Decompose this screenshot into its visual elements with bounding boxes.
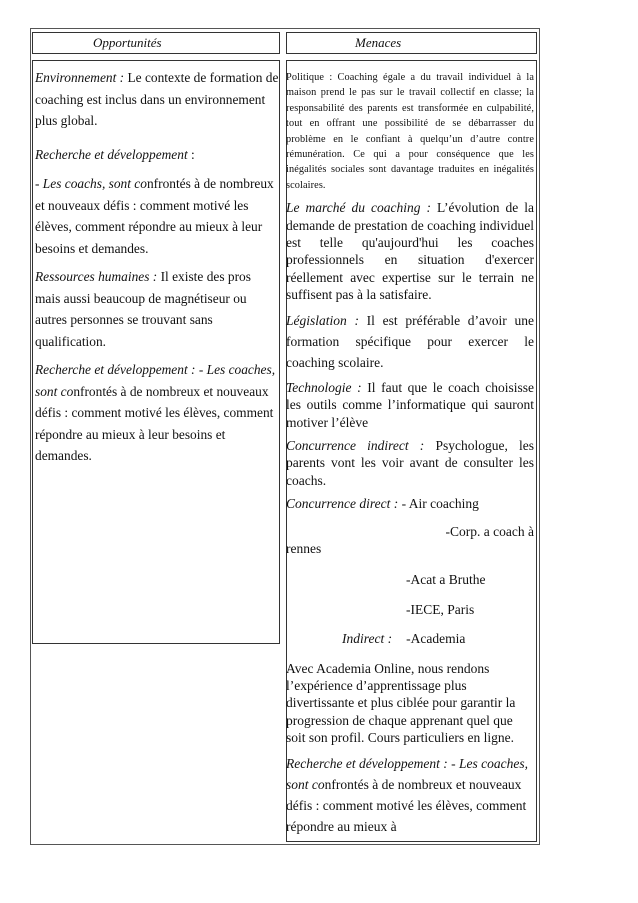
competitor-acat: -Acat a Bruthe [406, 572, 486, 588]
threats-text [286, 70, 534, 843]
header-threats: Menaces [355, 35, 402, 50]
academia-paragraph: Avec Academia Online, nous rendons l’expérience d’apprentissage plus divertissante et plus ciblée pour garantir la progression de chaque apprenant quel que soit son profil. Cours particuliers en ligne. [286, 660, 516, 746]
opportunities-text [35, 67, 279, 474]
concurrence-indirect-paragraph: Concurrence indirect : Psychologue, les parents vont les voir avant de consulter les coachs. [286, 437, 534, 488]
concurrence-direct-paragraph: Concurrence direct : - Air coaching [286, 496, 479, 512]
hr-paragraph: Ressources humaines : Il existe des pros mais aussi beaucoup de magnétiseur ou autres personnes se trouvant sans qualification. [35, 269, 251, 349]
legislation-paragraph: Législation : Il est préférable d’avoir une formation spécifique pour exercer le coaching scolaire. [286, 312, 534, 370]
environment-paragraph: Environnement : Le contexte de formation de coaching est inclus dans un environnement plus global. [35, 70, 279, 128]
indirect-line: Indirect : -Academia [342, 631, 466, 647]
marche-paragraph: Le marché du coaching : L’évolution de la demande de prestation de coaching individuel est telle qu'aujourd'hui les coaches professionnels en situation d'exercer réellement avec expertise sur le terrain ne suffisent pas à la satisfaire. [286, 200, 535, 303]
technologie-paragraph: Technologie : Il faut que le coach choisisse les outils comme l’informatique qui sauront motiver l’élève [286, 379, 534, 430]
competitor-corp: -Corp. a coach à [445, 523, 534, 539]
competitor-iece: -IECE, Paris [406, 601, 475, 617]
header-opportunities: Opportunités [93, 35, 162, 50]
rd-paragraph: Recherche et développement : - Les coaches, sont confrontés à de nombreux et nouveaux défis : comment motivé les élèves, comment répondre au mieux à leur besoins et demandes. [35, 362, 276, 463]
coachs-paragraph: - Les coachs, sont confrontés à de nombreux et nouveaux défis : comment motivé les élèves, comment répondre au mieux à leur besoins et demandes. [35, 176, 274, 256]
header-opportunities-cell [32, 32, 280, 54]
politique-paragraph: Politique : Coaching égale a du travail individuel à la maison prend le pas sur le travail collectif en classe; la responsabilité des parents est transformée en culpabilité, tout en offrant une possibilité de se débarrasser du problème en le confiant à quelqu’un d’autre contre rémunération. Ce qui a pour conséquence que les inégalités sociales sont davantage traduites en inégalités scolaires. [286, 72, 534, 191]
rd-right-paragraph: Recherche et développement : - Les coaches, sont confrontés à de nombreux et nouveaux défis : comment motivé les élèves, comment répondre au mieux à [286, 755, 529, 834]
header-threats-cell [286, 32, 537, 54]
competitor-corp-city: rennes [286, 540, 322, 556]
rd-heading: Recherche et développement : [35, 146, 195, 162]
